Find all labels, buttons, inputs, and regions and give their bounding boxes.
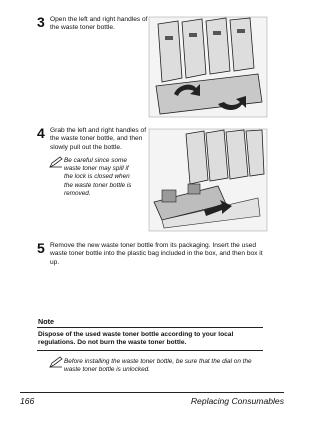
note-title: Note: [38, 317, 54, 326]
tip-note: Before installing the waste toner bottle, be sure that the dial on the waste toner bottle is unlocked.: [64, 358, 252, 374]
step-text: Grab the left and right handles of the waste toner bottle, and then slowly pull out the bottle.: [50, 127, 147, 151]
note-top-rule: [37, 327, 263, 328]
note-body: Dispose of the used waste toner bottle according to your local regulations. Do not burn the waste toner bottle.: [38, 331, 234, 347]
step-number: 3: [37, 14, 45, 30]
step-text: Remove the new waste toner bottle from its packaging. Insert the used waste toner bottle into the plastic bag included in the box, and then box it up.: [50, 242, 263, 266]
printer-illustration-open-handles: [148, 16, 268, 118]
printer-illustration-pull-bottle: [148, 128, 268, 232]
section-title: Replacing Consumables: [190, 396, 284, 406]
page-number: 166: [20, 396, 35, 406]
step-number: 4: [37, 125, 45, 141]
step-number: 5: [37, 240, 45, 256]
note-bottom-rule: [37, 350, 263, 351]
pencil-icon: [49, 156, 63, 168]
step-text: Open the left and right handles of the waste toner bottle.: [50, 16, 148, 32]
caution-note: Be careful since some waste toner may spill if the lock is closed when the waste toner bottle is removed.: [64, 157, 132, 197]
footer-rule: [20, 392, 284, 393]
pencil-icon: [49, 356, 63, 368]
